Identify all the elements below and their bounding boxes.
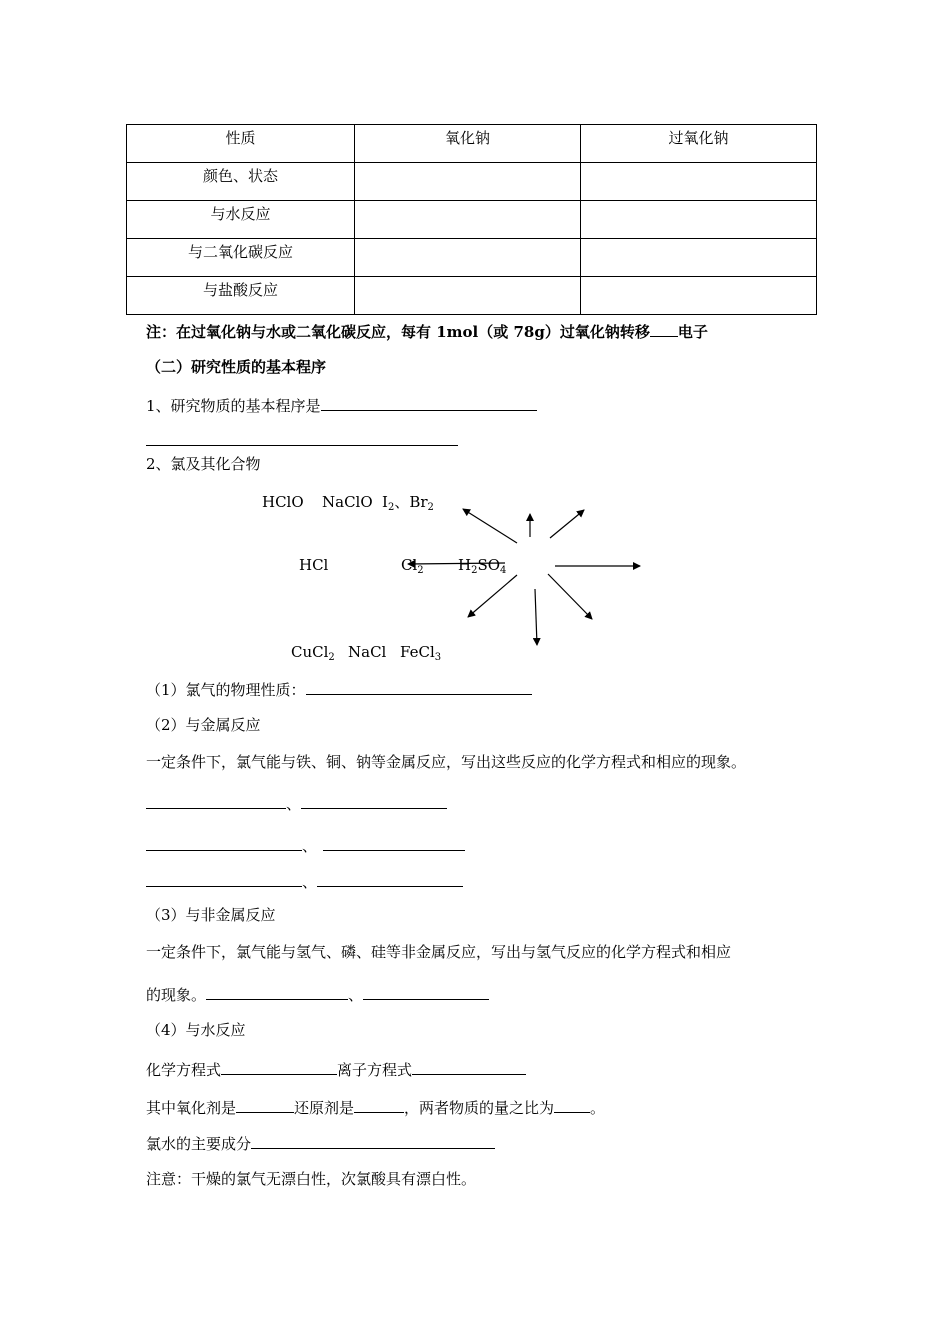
formula-h2so4: $H_2SO_4$ bbox=[458, 556, 507, 576]
question-2-text: 一定条件下，氯气能与铁、铜、钠等金属反应，写出这些反应的化学方程式和相应的现象。 bbox=[146, 753, 747, 771]
chlorine-water-question: 氯水的主要成分 bbox=[146, 1132, 495, 1154]
arrow-to-lower-right bbox=[548, 574, 592, 619]
question-4-equations: 化学方程式 离子方程式 bbox=[146, 1058, 526, 1080]
formula-cl2: $Cl_2$ bbox=[401, 556, 424, 576]
formula-cucl2: CuCl$_2$ bbox=[291, 643, 335, 663]
arrow-to-left bbox=[408, 563, 505, 564]
question-1-label: （1）氯气的物理性质： bbox=[146, 681, 306, 699]
question-2-label: （2）与金属反应 bbox=[146, 716, 261, 734]
question-1 bbox=[146, 678, 532, 700]
answer-line-row: 、 bbox=[146, 834, 465, 856]
formula-hcl: HCl bbox=[299, 556, 329, 574]
blank-line bbox=[301, 792, 447, 809]
table-header-cell: 过氧化钠 bbox=[581, 125, 817, 163]
arrow-down bbox=[535, 589, 537, 645]
arrow-to-upper-right bbox=[550, 510, 584, 538]
question-3-label: （3）与非金属反应 bbox=[146, 906, 276, 924]
formula-fecl3: FeCl$_3$ bbox=[400, 643, 442, 663]
table-cell: 与水反应 bbox=[127, 201, 355, 239]
final-note: 注意：干燥的氯气无漂白性，次氯酸具有漂白性。 bbox=[146, 1170, 477, 1188]
blank-line bbox=[146, 870, 302, 887]
note-suffix: 电子 bbox=[677, 323, 708, 341]
blank-line bbox=[146, 834, 302, 851]
question-3-text-cont: 的现象。 、 bbox=[146, 983, 489, 1005]
question-3-text: 一定条件下，氯气能与氢气、磷、硅等非金属反应，写出与氢气反应的化学方程式和相应 bbox=[146, 943, 732, 961]
table-header-cell: 性质 bbox=[127, 125, 355, 163]
blank-line bbox=[363, 983, 489, 1000]
question-4-oxidant: 其中氧化剂是 还原剂是 ，两者物质的量之比为 。 bbox=[146, 1096, 605, 1118]
table-cell: 颜色、状态 bbox=[127, 163, 355, 201]
section-title: （二）研究性质的基本程序 bbox=[146, 358, 327, 376]
blank-line bbox=[323, 834, 465, 851]
blank-line bbox=[251, 1132, 495, 1149]
blank-line bbox=[412, 1058, 526, 1075]
blank-line bbox=[354, 1096, 404, 1113]
table-cell: 与二氧化碳反应 bbox=[127, 239, 355, 277]
table-cell: 与盐酸反应 bbox=[127, 277, 355, 315]
formula-nacl: NaCl bbox=[348, 643, 387, 661]
question-4-label: （4）与水反应 bbox=[146, 1021, 246, 1039]
blank-line bbox=[317, 870, 463, 887]
formula-hclo: HClO bbox=[262, 493, 304, 511]
blank-line bbox=[554, 1096, 590, 1113]
item-1-label: 1、研究物质的基本程序是 bbox=[146, 397, 321, 415]
blank-line bbox=[236, 1096, 294, 1113]
blank-line bbox=[306, 678, 532, 695]
answer-line-row: 、 bbox=[146, 870, 463, 892]
blank-line bbox=[221, 1058, 337, 1075]
blank-line bbox=[146, 792, 286, 809]
item-2-label: 2、氯及其化合物 bbox=[146, 455, 261, 473]
arrow-to-upper-left bbox=[463, 509, 517, 543]
formula-i2-br2: $I_2$、$Br_2$ bbox=[382, 493, 434, 513]
note-text: 注：在过氧化钠与水或二氧化碳反应，每有 1mol（或 78g）过氧化钠转移 bbox=[146, 323, 650, 341]
answer-line-row: 、 bbox=[146, 792, 447, 814]
blank-line bbox=[206, 983, 348, 1000]
table-header-cell: 氧化钠 bbox=[355, 125, 581, 163]
arrow-to-lower-left bbox=[468, 575, 517, 617]
formula-naclo: NaClO bbox=[322, 493, 373, 511]
